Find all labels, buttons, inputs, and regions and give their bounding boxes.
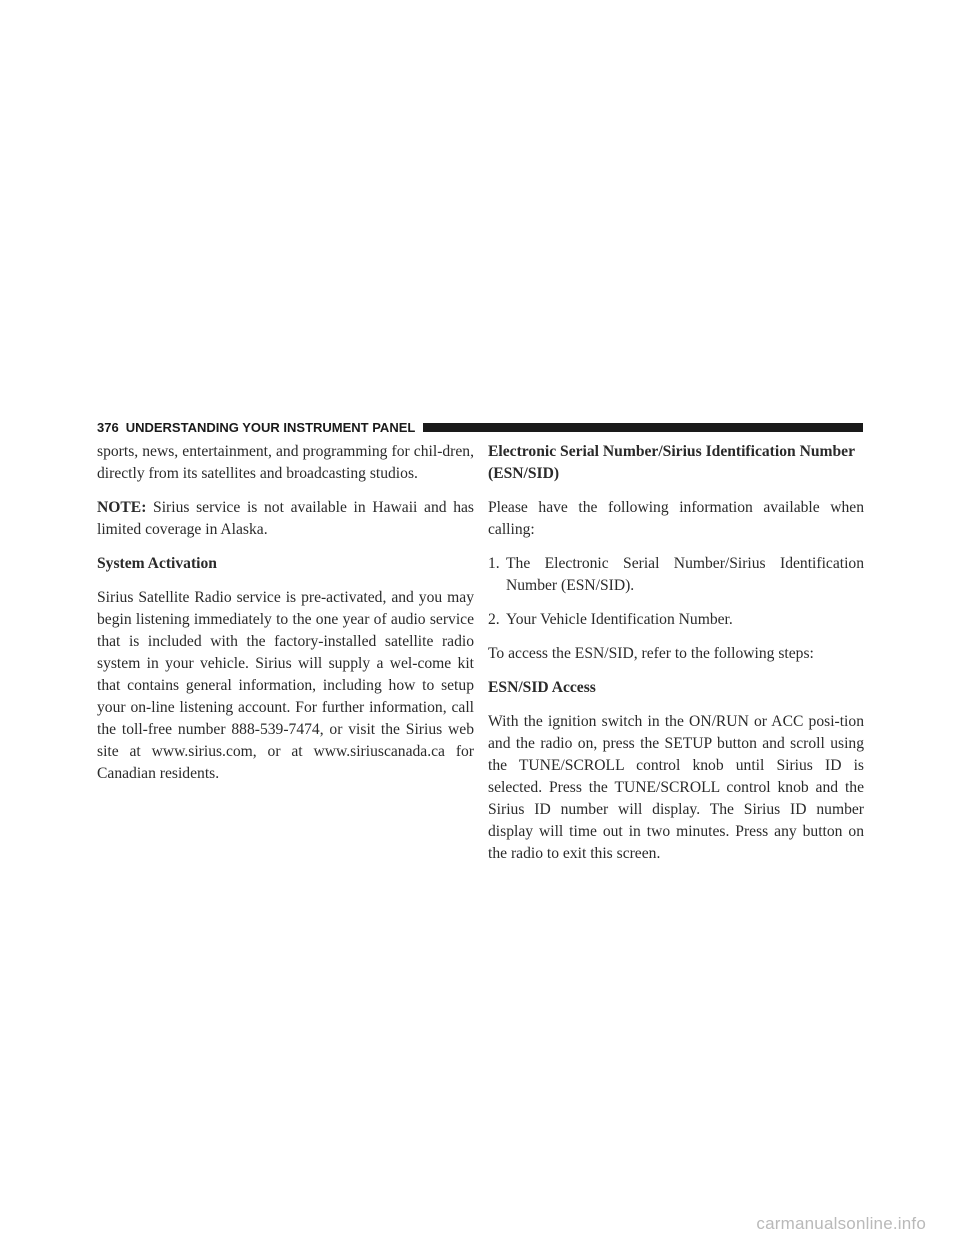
list-number: 2.	[488, 611, 500, 628]
list-item	[488, 609, 864, 631]
system-activation-heading: System Activation	[97, 555, 217, 572]
list-item	[488, 553, 864, 597]
list-number: 1.	[488, 555, 500, 572]
system-activation-body: Sirius Satellite Radio service is pre-activated, and you may begin listening immediately to the one year of audio service that is included with the factory-installed satellite radio system in your vehicle. Sirius will supply a wel-come kit that contains general information, including how to setup your on-line listening account. For further information, call the toll-free number 888-539-7474, or visit the Sirius web site at www.sirius.com, or at www.siriuscanada.ca for Canadian residents.	[97, 589, 474, 782]
intro-paragraph: sports, news, entertainment, and programming for chil-dren, directly from its satellites and broadcasting studios.	[97, 443, 474, 482]
section-title: UNDERSTANDING YOUR INSTRUMENT PANEL	[125, 419, 416, 435]
header-rule	[423, 423, 863, 432]
watermark: carmanualsonline.info	[756, 1214, 926, 1233]
esn-sid-heading: Electronic Serial Number/Sirius Identification Number (ESN/SID)	[488, 443, 855, 482]
right-column	[488, 441, 864, 877]
list-text: The Electronic Serial Number/Sirius Identification Number (ESN/SID).	[506, 555, 864, 594]
esn-sid-access-body: With the ignition switch in the ON/RUN or ACC posi-tion and the radio on, press the SETUP button and scroll using the TUNE/SCROLL control knob until Sirius ID is selected. Press the TUNE/SCROLL control knob and the Sirius ID number will display. The Sirius ID number display will time out in two minutes. Press any button on the radio to exit this screen.	[488, 713, 864, 862]
note-label: NOTE:	[97, 499, 147, 516]
access-intro: To access the ESN/SID, refer to the following steps:	[488, 645, 814, 662]
page-number: 376	[97, 419, 119, 435]
calling-intro: Please have the following information available when calling:	[488, 499, 864, 538]
left-column	[97, 441, 474, 797]
esn-sid-access-heading: ESN/SID Access	[488, 679, 596, 696]
note-text: Sirius service is not available in Hawaii and has limited coverage in Alaska.	[97, 499, 474, 538]
page-header	[97, 418, 863, 436]
list-text: Your Vehicle Identification Number.	[506, 611, 733, 628]
note-paragraph	[97, 497, 474, 541]
